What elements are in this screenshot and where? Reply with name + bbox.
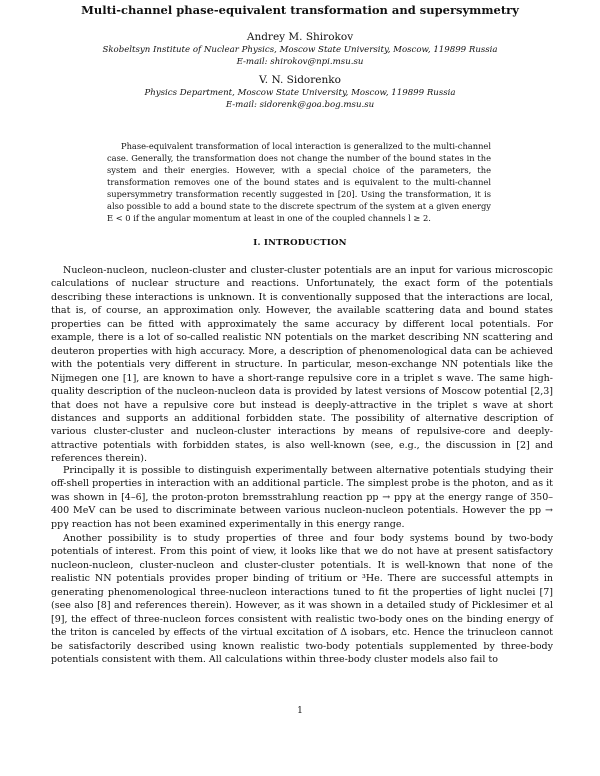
author-email-1: E-mail: shirokov@npi.msu.su [236,57,364,67]
author-affiliation-1: Skobeltsyn Institute of Nuclear Physics, Moscow State University, Moscow, 119899 Russia [102,45,498,55]
body-paragraph-3: Another possibility is to study properties of three and four body systems bound by two-body potentials of interest. From this point of view, it looks like that we do not have at present satisfactory nucleon-nucleon, cluster-nucleon and cluster-cluster potentials. It is well-known that none of the realistic NN potentials provides proper binding of tritium or ³He. There are successful attempts in generating phenomenological three-nucleon interactions tuned to fit the properties of light nuclei [7] (see also [8] and references therein). However, as it was shown in a detailed study of Picklesimer et al [9], the effect of three-nucleon forces consistent with realistic two-body ones on the binding energy of the triton is canceled by effects of the virtual excitation of Δ isobars, etc. Hence the trinucleon cannot be satisfactorily described using known realistic two-body potentials supplemented by three-body potentials consistent with them. All calculations within three-body cluster models also fail to [51,533,553,666]
author-affiliation-2: Physics Department, Moscow State University, Moscow, 119899 Russia [144,88,456,98]
page-number: 1 [297,706,303,716]
body-paragraph-1: Nucleon-nucleon, nucleon-cluster and cluster-cluster potentials are an input for various microscopic calculations of nuclear structure and reactions. Unfortunately, the exact form of the potentials describing these interactions is unknown. It is conventionally supposed that the interactions are local, that is, of course, an approximation only. However, the available scattering data and bound states properties can be fitted with approximately the same accuracy by different local potentials. For example, there is a lot of so-called realistic NN potentials on the market describing NN scattering and deuteron properties with high accuracy. More, a description of phenomenological data can be achieved with the potentials very different in structure. In particular, meson-exchange NN potentials like the Nijmegen one [1], are known to have a short-range repulsive core in a triplet s wave. The same high-quality description of the nucleon-nucleon data is provided by latest versions of Moscow potential [2,3] that does not have a repulsive core but instead is deeply-attractive in the triplet s wave at short distances and supports an additional forbidden state. The possibility of alternative description of various cluster-cluster and nucleon-cluster interactions by means of repulsive-core and deeply-attractive potentials with forbidden states, is also well-known (see, e.g., the discussion in [2] and references therein). [51,265,553,465]
author-name-1: Andrey M. Shirokov [246,31,354,43]
author-email-2: E-mail: sidorenk@goa.bog.msu.su [225,100,375,110]
author-name-2: V. N. Sidorenko [259,74,341,86]
abstract: Phase-equivalent transformation of local interaction is generalized to the multi-channel case. Generally, the transformation does not change the number of the bound states in the system and their energies. However, with a special choice of the parameters, the transformation removes one of the bound states and is equivalent to the multi-channel supersymmetry transformation recently suggested in [20]. Using the transformation, it is also possible to add a bound state to the discrete spectrum of the system at a given energy E < 0 if the angular momentum at least in one of the coupled channels l ≥ 2. [107,141,491,223]
body-paragraph-2: Principally it is possible to distinguish experimentally between alternative potentials studying their off-shell properties in interaction with an additional particle. The simplest probe is the photon, and as it was shown in [4–6], the proton-proton bremsstrahlung reaction pp → ppγ at the energy range of 350–400 MeV can be used to discriminate between various nucleon-nucleon potentials. However the pp → ppγ reaction has not been examined experimentally in this energy range. [51,465,553,530]
paper-title: Multi-channel phase-equivalent transformation and supersymmetry [81,3,519,17]
section-heading: I. INTRODUCTION [253,238,347,248]
